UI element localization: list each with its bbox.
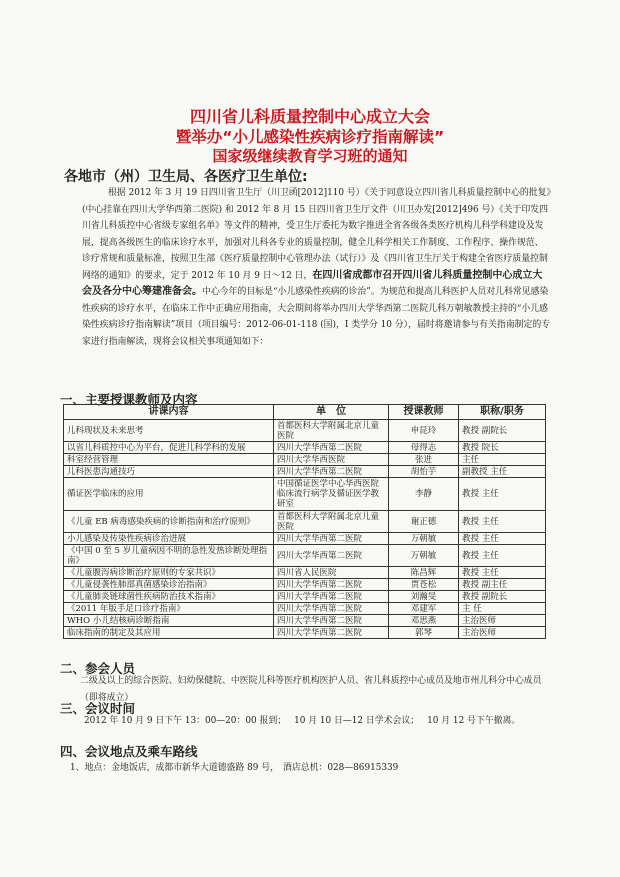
cell-teacher: 陈昌辉 <box>389 567 459 579</box>
intro-text-1: 根据 2012 年 3 月 19 日四川省卫生厅（川卫函[2012]110 号）《关于同意设立四川省儿科质量控制中心的批复》(中心挂靠在四川大学华西第二医院) 和 2012 年 8 月 15 日四川省卫生厅文件（川卫办发[2012]496 号）《关于印发四川省儿科质控中心省级专家组名单》等文件的精神，受卫生厅委托为数字推进全省各级各类医疗机构儿科学科建设及发展，提高各级医生的临床诊疗水平，加强对儿科各专业的质量控制，健全儿科学相关工作制度、工作程序、操作规范、诊疗常规和质量标准，按照卫生部《医疗质量控制中心管理办法（试行）》及《四川省卫生厅关于构建全省医疗质量控制网络的通知》的要求，定于 2012 年 10 月 9 日～12 日， <box>82 188 551 281</box>
col-header-teacher: 授课教师 <box>389 405 459 420</box>
section-heading-teachers: 一、主要授课教师及内容 <box>60 392 198 407</box>
doc-subtitle-2: 国家级继续教育学习班的通知 <box>212 147 408 165</box>
table-row <box>64 511 546 533</box>
cell-teacher: 张进 <box>389 454 459 466</box>
table-row <box>64 454 546 466</box>
cell-topic: 科室经营管理 <box>64 454 274 466</box>
cell-unit: 四川大学华西第二医院 <box>274 466 389 478</box>
cell-unit: 四川大学华西第二医院 <box>274 579 389 591</box>
cell-teacher: 郭琴 <box>389 627 459 639</box>
table-row <box>64 615 546 627</box>
meeting-time-text <box>84 712 554 731</box>
col-header-topic: 讲课内容 <box>64 405 274 420</box>
cell-unit: 四川大学华西第二医院 <box>274 591 389 603</box>
lecture-table <box>63 404 546 639</box>
cell-teacher: 刘瀚旻 <box>389 591 459 603</box>
salutation: 各地市（州）卫生局、各医疗卫生单位: <box>64 169 308 185</box>
cell-unit: 四川大学华西第二医院 <box>274 615 389 627</box>
cell-teacher: 万朝敏 <box>389 545 459 567</box>
cell-title: 主 任 <box>459 603 546 615</box>
attendees-text: 二级及以上的综合医院、妇幼保健院、中医院儿科等医疗机构医护人员、省儿科质控中心成员及地市州儿科分中心成员（即将成立） <box>80 676 542 703</box>
cell-topic: 以省儿科质控中心为平台，促进儿科学科的发展 <box>64 442 274 454</box>
cell-title: 教授 副院长 <box>459 420 546 442</box>
cell-topic: 儿科现状及未来思考 <box>64 420 274 442</box>
cell-unit: 四川大学华西第二医院 <box>274 545 389 567</box>
registration-time: 2012 年 10 月 9 日下午 13：00—20：00 报到； <box>84 716 287 726</box>
conference-dates: 10 月 10 日—12 日学术会议； <box>294 716 420 726</box>
cell-teacher: 邓建军 <box>389 603 459 615</box>
cell-teacher: 申昆玲 <box>389 420 459 442</box>
cell-unit: 四川省人民医院 <box>274 567 389 579</box>
cell-topic: 《2011 年版手足口诊疗指南》 <box>64 603 274 615</box>
col-header-title: 职称/职务 <box>459 405 546 420</box>
table-row <box>64 591 546 603</box>
table-row <box>64 579 546 591</box>
cell-topic: 《儿童 EB 病毒感染疾病的诊断指南和治疗原则》 <box>64 511 274 533</box>
cell-topic: 小儿感染及传染性疾病诊治进展 <box>64 533 274 545</box>
table-row <box>64 442 546 454</box>
cell-topic: 临床指南的制定及其应用 <box>64 627 274 639</box>
cell-teacher: 邓思燕 <box>389 615 459 627</box>
cell-title: 教授 主任 <box>459 545 546 567</box>
cell-teacher: 母得志 <box>389 442 459 454</box>
cell-unit: 首都医科大学附属北京儿童医院 <box>274 420 389 442</box>
cell-topic: 《儿童腹泻病诊断治疗原则的专家共识》 <box>64 567 274 579</box>
cell-unit: 四川大学华西医院 <box>274 454 389 466</box>
venue-address: 1、地点：金地饭店，成都市新华大道德盛路 89 号， <box>70 763 279 773</box>
departure-time: 10 月 12 号下午撤离。 <box>427 716 521 726</box>
table-row <box>64 533 546 545</box>
cell-teacher: 李静 <box>389 478 459 511</box>
cell-topic: 《儿童侵袭性肺部真菌感染诊治指南》 <box>64 579 274 591</box>
cell-topic: 循证医学临床的应用 <box>64 478 274 511</box>
table-row <box>64 478 546 511</box>
cell-unit: 中国循证医学中心华西医院临床流行病学及循证医学教研室 <box>274 478 389 511</box>
cell-unit: 四川大学华西第二医院 <box>274 603 389 615</box>
section-heading-venue: 四、会议地点及乘车路线 <box>60 744 198 759</box>
cell-teacher: 胡怡芋 <box>389 466 459 478</box>
table-row <box>64 567 546 579</box>
cell-title: 教授 主任 <box>459 478 546 511</box>
cell-teacher: 谢正德 <box>389 511 459 533</box>
table-row <box>64 420 546 442</box>
cell-title: 主治医师 <box>459 615 546 627</box>
table-row <box>64 603 546 615</box>
cell-unit: 四川大学华西第二医院 <box>274 627 389 639</box>
cell-title: 教授 院长 <box>459 442 546 454</box>
doc-title: 四川省儿科质量控制中心成立大会 <box>189 107 430 126</box>
cell-title: 教授 主任 <box>459 511 546 533</box>
cell-title: 主治医师 <box>459 627 546 639</box>
cell-unit: 四川大学华西第二医院 <box>274 533 389 545</box>
hotel-phone: 酒店总机：028—86915339 <box>282 763 399 773</box>
cell-topic: WHO 小儿结核病诊断指南 <box>64 615 274 627</box>
cell-unit: 四川大学华西第二医院 <box>274 442 389 454</box>
intro-paragraph <box>82 185 552 350</box>
col-header-unit: 单 位 <box>274 405 389 420</box>
table-header-row <box>64 405 546 420</box>
table-row <box>64 627 546 639</box>
cell-title: 主任 <box>459 454 546 466</box>
cell-topic: 《儿童肺炎链球菌性疾病防治技术指南》 <box>64 591 274 603</box>
intro-text-2: 中心今年的目标是“小儿感染性疾病的诊治”。为规范和提高儿科医护人员对儿科常见感染性疾病的诊疗水平，在临床工作中正确应用指南，大会期间将举办四川大学华西第二医院儿科万朝敏教授主持的“小儿感染性疾病诊疗指南解读”项目（项目编号：2012-06-01-118 (国)，I 类学分 10 分），届时将邀请参与有关指南制定的专家进行指南解读，现将会议相关事项通知如下： <box>82 287 551 347</box>
table-row <box>64 545 546 567</box>
cell-topic: 儿科医患沟通技巧 <box>64 466 274 478</box>
cell-title: 教授 副主任 <box>459 579 546 591</box>
cell-title: 教授 副院长 <box>459 591 546 603</box>
cell-teacher: 贾苍松 <box>389 579 459 591</box>
section-heading-attendees: 二、参会人员 <box>60 661 136 676</box>
venue-text <box>70 760 398 773</box>
cell-title: 教授 主任 <box>459 567 546 579</box>
table-row <box>64 466 546 478</box>
section-heading-time: 三、会议时间 <box>60 701 136 716</box>
doc-subtitle: 暨举办“小儿感染性疾病诊疗指南解读” <box>175 128 445 146</box>
intro-highlight: 在四川省成都市召开四川省儿科质量控制中心成立大会及各分中心筹建准备会。 <box>82 269 543 297</box>
cell-teacher: 万朝敏 <box>389 533 459 545</box>
cell-title: 教授 主任 <box>459 533 546 545</box>
cell-title: 副教授 主任 <box>459 466 546 478</box>
cell-unit: 首都医科大学附属北京儿童医院 <box>274 511 389 533</box>
cell-topic: 《中国 0 至 5 岁儿童病因不明的急性发热诊断处理指南》 <box>64 545 274 567</box>
